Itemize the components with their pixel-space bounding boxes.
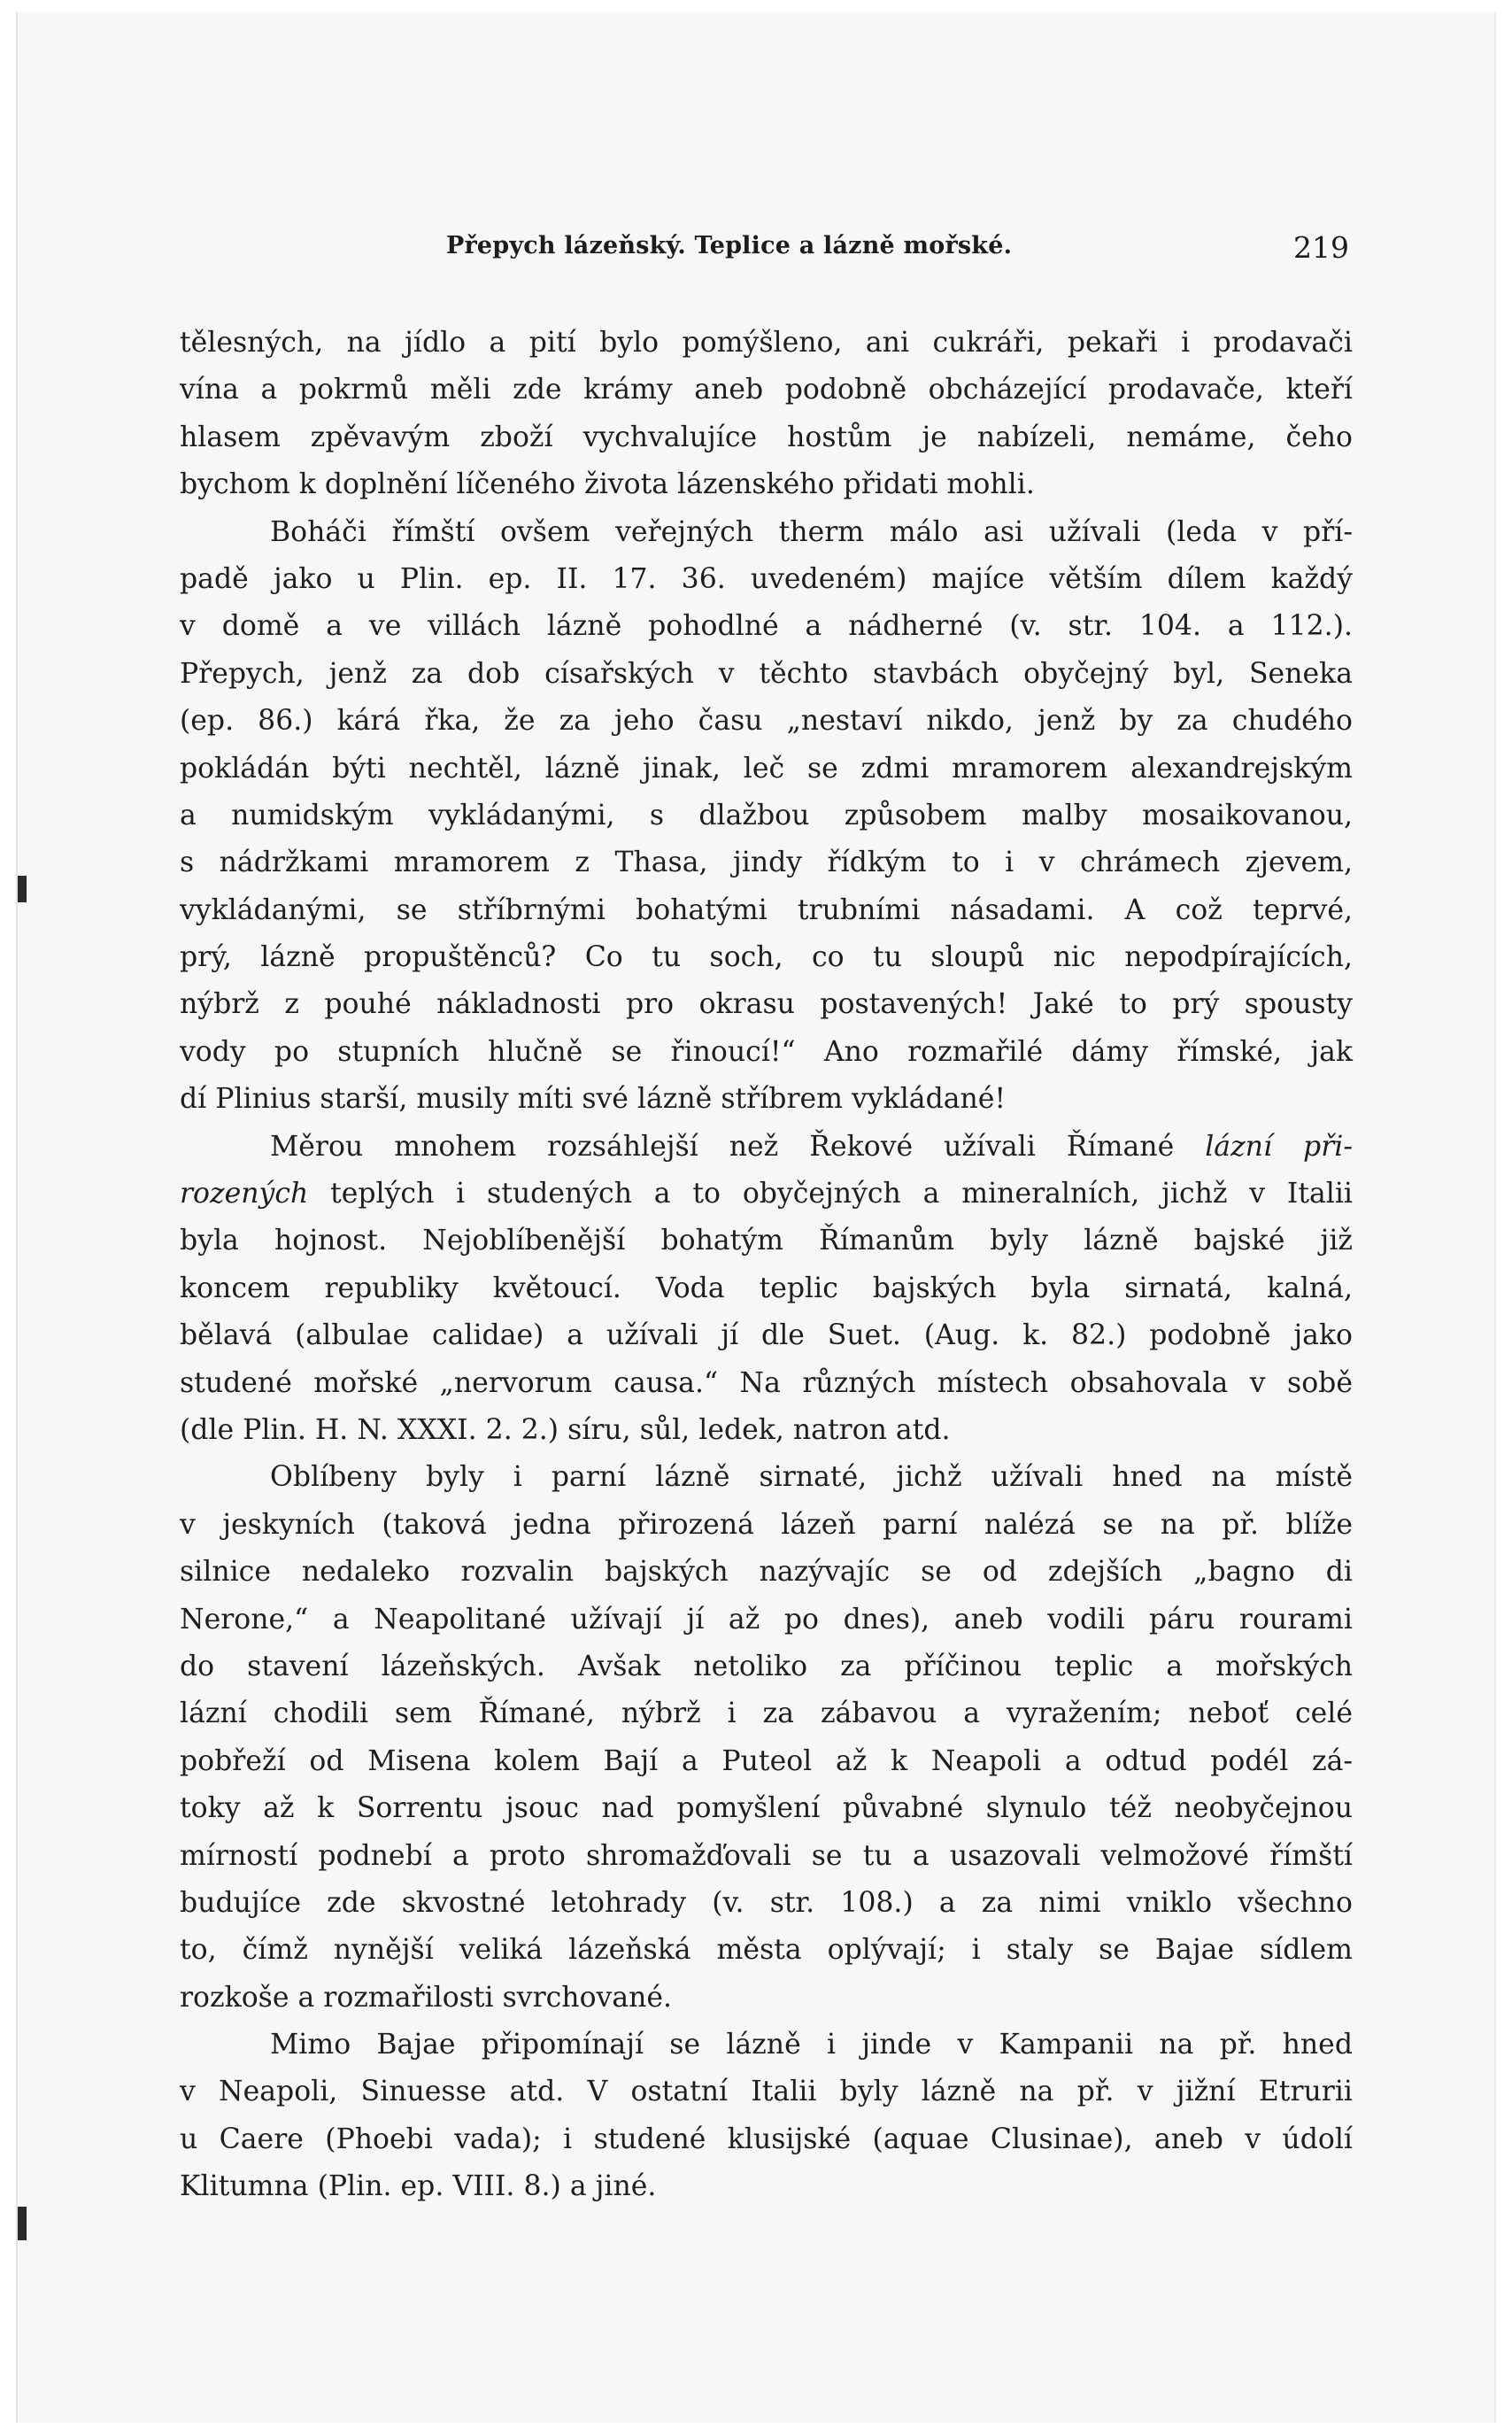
text-line-2: vína a pokrmů měli zde krámy aneb podobně obcházející prodavače, kteří [180,374,1353,406]
text-line-40: Klitumna (Plin. ep. VIII. 8.) a jiné. [180,2170,657,2203]
text-line-14: prý, lázně propuštěnců? Co tu soch, co tu sloupů nic nepodpírajících, [180,941,1353,974]
text-line-25: Oblíbeny byly i parní lázně sirnaté, jichž užívali hned na místě [270,1461,1353,1494]
text-line-5: Boháči římští ovšem veřejných therm málo asi užívali (leda v pří- [270,515,1353,548]
text-line-3: hlasem zpěvavým zboží vychvalujíce hostům je nabízeli, nemáme, čeho [180,421,1353,453]
text-line-7: v domě a ve villách lázně pohodlné a nádherné (v. str. 104. a 112.). [180,610,1353,643]
running-title: Přepych lázeňský. Teplice a lázně mořské. [446,232,1013,259]
text-line-4: bychom k doplnění líčeného života lázenského přidati mohli. [180,468,1035,501]
text-line-17: dí Plinius starší, musily míti své lázně stříbrem vykládané! [180,1083,1007,1116]
text-line-18-italic: lázní při- [1205,1130,1354,1163]
text-line-20: byla hojnost. Nejoblíbenější bohatým Římanům byly lázně bajské již [180,1225,1353,1257]
text-line-35: to, čímž nynější veliká lázeňská města oplývají; i staly se Bajae sídlem [180,1934,1353,1967]
text-line-32: toky až k Sorrentu jsouc nad pomyšlení půvabné slynulo též neobyčejnou [180,1792,1353,1825]
text-line-33: mírností podnebí a proto shromažďovali se tu a usazovali velmožové římští [180,1839,1353,1872]
text-line-15: nýbrž z pouhé nákladnosti pro okrasu postavených! Jaké to prý spousty [180,988,1353,1021]
left-edge-mark-lower [18,2207,27,2240]
book-page [16,12,1496,2423]
text-line-34: budujíce zde skvostné letohrady (v. str. 108.) a za nimi vniklo všechno [180,1886,1353,1919]
text-line-12: s nádržkami mramorem z Thasa, jindy řídkým to i v chrámech zjevem, [180,847,1353,879]
text-line-13: vykládanými, se stříbrnými bohatými trubními násadami. A což teprvé, [180,893,1353,926]
text-line-19-roman: teplých i studených a to obyčejných a mineralních, jichž v Italii [308,1178,1353,1210]
text-line-21: koncem republiky květoucí. Voda teplic bajských byla sirnatá, kalná, [180,1272,1353,1304]
text-line-22: bělavá (albulae calidae) a užívali jí dle Suet. (Aug. k. 82.) podobně jako [180,1319,1353,1352]
text-line-23: studené mořské „nervorum causa.“ Na různých místech obsahovala v sobě [180,1366,1353,1399]
page-number: 219 [1293,230,1349,265]
text-line-16: vody po stupních hlučně se řinoucí!“ Ano rozmařilé dámy římské, jak [180,1035,1353,1068]
text-line-24: (dle Plin. H. N. XXXI. 2. 2.) síru, sůl, ledek, natron atd. [180,1413,951,1446]
text-line-19-italic: rozených [180,1178,309,1210]
text-line-36: rozkoše a rozmařilosti svrchované. [180,1981,673,2014]
text-line-6: padě jako u Plin. ep. II. 17. 36. uvedeném) majíce větším dílem každý [180,562,1353,595]
text-line-27: silnice nedaleko rozvalin bajských nazývajíc se od zdejších „bagno di [180,1556,1353,1589]
text-line-28: Nerone,“ a Neapolitané užívají jí až po dnes), aneb vodili páru rourami [180,1603,1353,1636]
text-line-29: do stavení lázeňských. Avšak netoliko za příčinou teplic a mořských [180,1650,1353,1682]
text-line-1: tělesných, na jídlo a pití bylo pomýšleno, ani cukráři, pekaři i prodavači [180,327,1353,359]
text-line-9: (ep. 86.) kárá řka, že za jeho času „nestaví nikdo, jenž by za chudého [180,705,1353,738]
body-text [180,320,1353,2211]
text-line-37: Mimo Bajae připomínají se lázně i jinde v Kampanii na př. hned [270,2029,1353,2061]
text-line-10: pokládán býti nechtěl, lázně jinak, leč se zdmi mramorem alexandrejským [180,752,1353,785]
text-line-26: v jeskyních (taková jedna přirozená lázeň parní nalézá se na př. blíže [180,1508,1353,1541]
text-line-8: Přepych, jenž za dob císařských v těchto stavbách obyčejný byl, Seneka [180,657,1353,690]
text-line-30: lázní chodili sem Římané, nýbrž i za zábavou a vyražením; neboť celé [180,1697,1353,1730]
left-edge-mark-upper [18,876,27,902]
text-line-11: a numidským vykládanými, s dlažbou způsobem malby mosaikovanou, [180,799,1353,831]
text-line-38: v Neapoli, Sinuesse atd. V ostatní Italii byly lázně na př. v jižní Etrurii [180,2076,1353,2108]
page-header [446,232,1349,275]
text-line-39: u Caere (Phoebi vada); i studené klusijské (aquae Clusinae), aneb v údolí [180,2123,1353,2155]
text-line-31: pobřeží od Misena kolem Bají a Puteol až k Neapoli a odtud podél zá- [180,1744,1353,1777]
text-line-18 [180,1124,1353,1171]
text-line-18-roman: Měrou mnohem rozsáhlejší než Řekové užívali Římané [270,1130,1206,1163]
text-line-19 [180,1171,1353,1218]
